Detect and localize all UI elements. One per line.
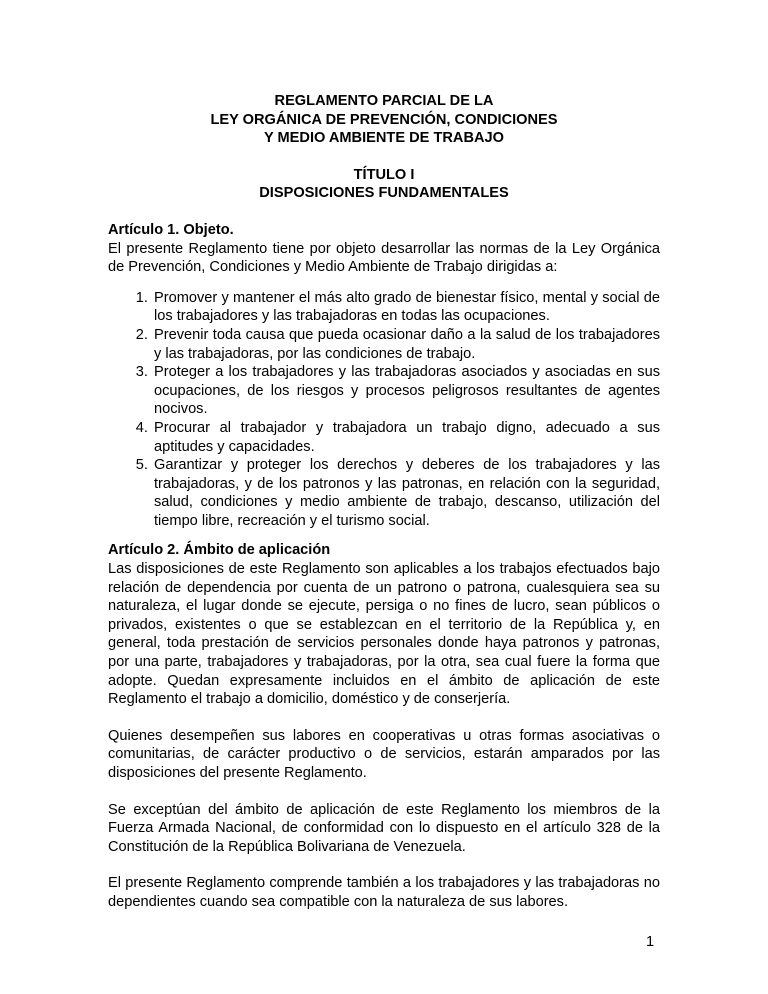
- title-line-3: Y MEDIO AMBIENTE DE TRABAJO: [263, 130, 504, 147]
- titulo-number: TÍTULO I: [353, 166, 415, 183]
- list-item: 2. Prevenir toda causa que pueda ocasionar daño a la salud de los trabajadores y las trabajadoras, por las condiciones de trabajo.: [152, 326, 660, 363]
- articulo-2-heading: Artículo 2. Ámbito de aplicación: [108, 542, 331, 559]
- articulo-2-paragraph: Se exceptúan del ámbito de aplicación de este Reglamento los miembros de la Fuerza Armada Nacional, de conformidad con lo dispuesto en el artículo 328 de la Constitución de la República Bolivariana de Venezuela.: [108, 801, 660, 855]
- articulo-1-list: [108, 289, 660, 531]
- page-number: 1: [646, 934, 655, 950]
- document-page: [108, 92, 660, 912]
- titulo-name: DISPOSICIONES FUNDAMENTALES: [259, 185, 509, 202]
- articulo-2-paragraph: Las disposiciones de este Reglamento son aplicables a los trabajos efectuados bajo relación de dependencia por cuenta de un patrono o patrona, cualesquiera sea su naturaleza, el lugar donde se ejecute, persiga o no fines de lucro, sean públicos o privados, existentes o que se establezcan en el territorio de la República y, en general, toda prestación de servicios personales donde haya patronos y patronas, por una parte, trabajadores y trabajadoras, por la otra, sea cual fuere la forma que adopte. Quedan expresamente incluidos en el ámbito de aplicación de este Reglamento el trabajo a domicilio, doméstico y de conserjería.: [108, 561, 660, 708]
- articulo-1-heading: Artículo 1. Objeto.: [108, 221, 234, 238]
- articulo-1: [108, 221, 660, 531]
- list-item: 5. Garantizar y proteger los derechos y deberes de los trabajadores y las trabajadoras, y de los patronos y las patronas, en relación con la seguridad, salud, condiciones y medio ambiente de trabajo, descanso, utilización del tiempo libre, recreación y el turismo social.: [152, 456, 660, 530]
- list-item: 1. Promover y mantener el más alto grado de bienestar físico, mental y social de los trabajadores y las trabajadoras en todas las ocupaciones.: [152, 289, 660, 326]
- articulo-1-intro: El presente Reglamento tiene por objeto desarrollar las normas de la Ley Orgánica de Prevención, Condiciones y Medio Ambiente de Trabajo dirigidas a:: [108, 240, 660, 276]
- articulo-2-paragraph: El presente Reglamento comprende también a los trabajadores y las trabajadoras no dependientes cuando sea compatible con la naturaleza de sus labores.: [108, 875, 660, 910]
- articulo-2-paragraph: Quienes desempeñen sus labores en cooperativas u otras formas asociativas o comunitarias, de carácter productivo o de servicios, estarán amparados por las disposiciones del presente Reglamento.: [108, 727, 660, 781]
- title-line-1: REGLAMENTO PARCIAL DE LA: [274, 93, 494, 109]
- title-line-2: LEY ORGÁNICA DE PREVENCIÓN, CONDICIONES: [210, 111, 558, 128]
- titulo-heading: [108, 166, 660, 203]
- document-title: [108, 92, 660, 148]
- list-item: 4. Procurar al trabajador y trabajadora un trabajo digno, adecuado a sus aptitudes y capacidades.: [152, 419, 660, 456]
- list-item: 3. Proteger a los trabajadores y las trabajadoras asociados y asociadas en sus ocupaciones, de los riesgos y procesos peligrosos resultantes de agentes nocivos.: [152, 363, 660, 419]
- articulo-2: [108, 541, 660, 911]
